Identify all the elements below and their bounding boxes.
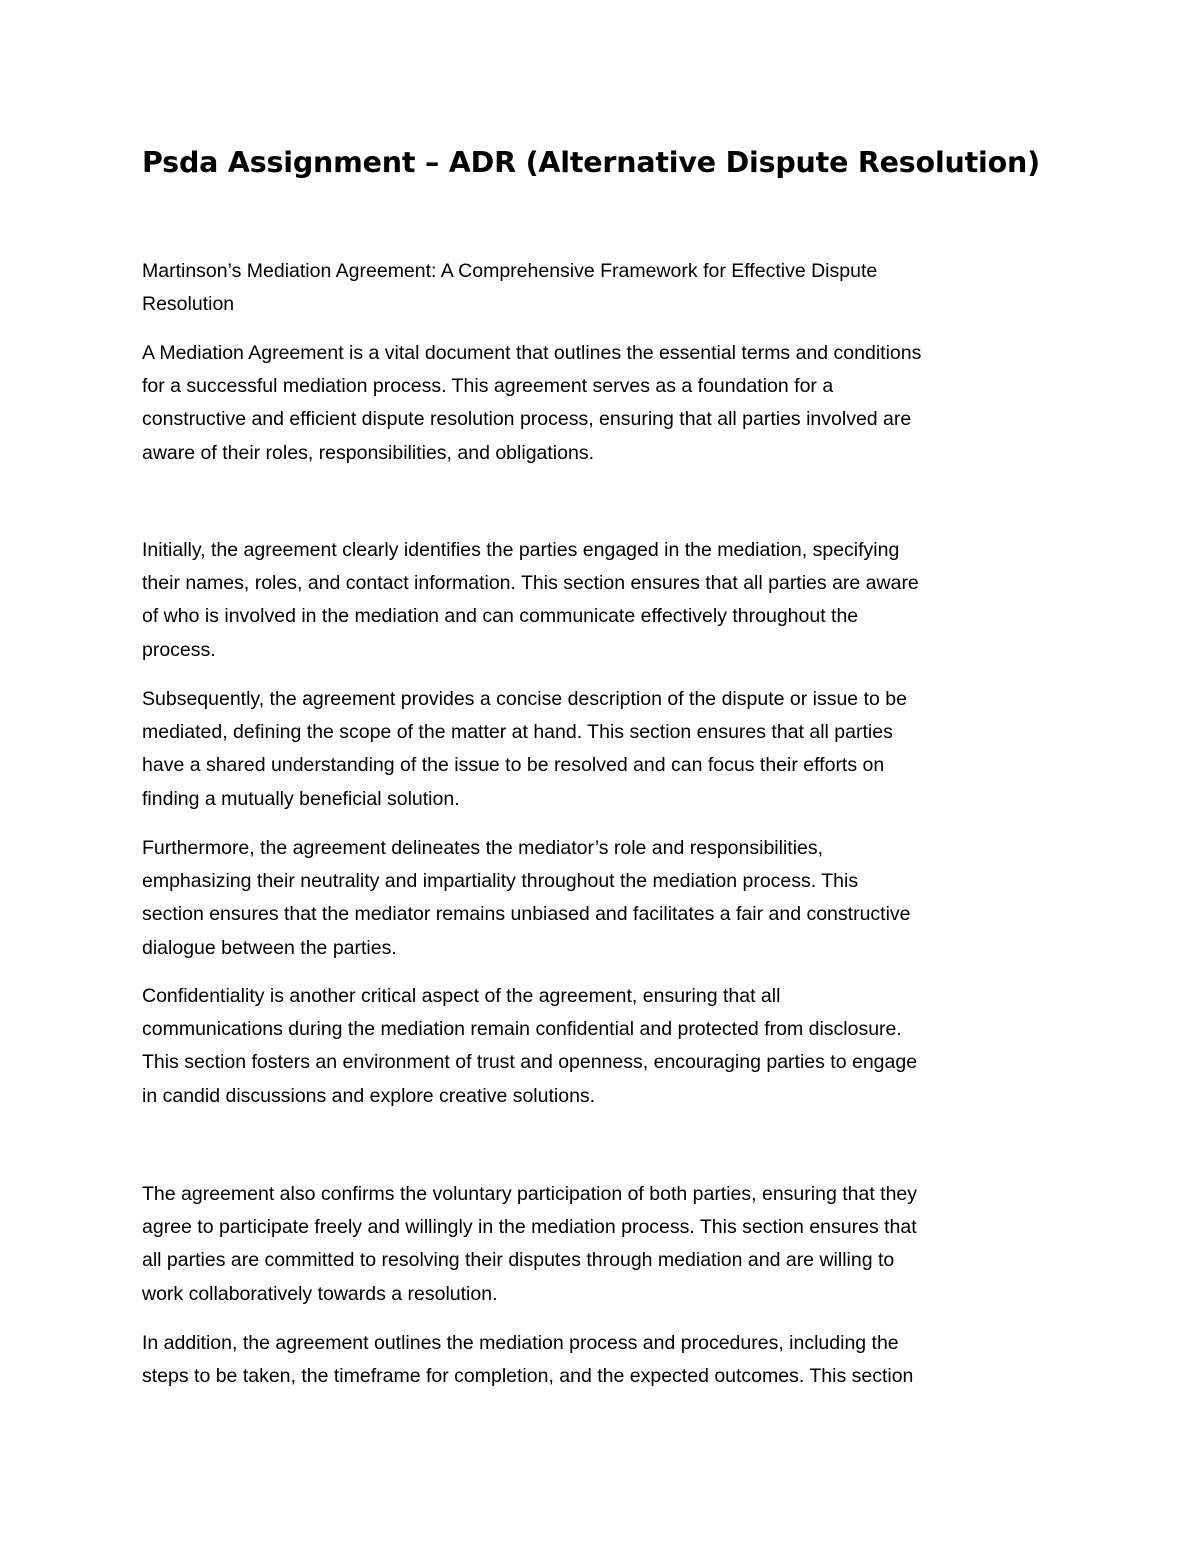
paragraph-line: have a shared understanding of the issue to be resolved and can focus their efforts on: [142, 754, 885, 777]
paragraph-line: of who is involved in the mediation and can communicate effectively throughout the: [142, 605, 859, 628]
paragraph-line: in candid discussions and explore creative solutions.: [142, 1084, 596, 1107]
paragraph-line: Initially, the agreement clearly identifies the parties engaged in the mediation, specifying: [142, 539, 900, 561]
paragraph-subtitle: [142, 255, 1072, 321]
paragraph-line: process.: [142, 638, 216, 661]
paragraph-line: The agreement also confirms the voluntary participation of both parties, ensuring that they: [142, 1183, 918, 1205]
paragraph-parties: [142, 534, 1072, 667]
paragraph-confidentiality: [142, 980, 1072, 1113]
paragraph-line: aware of their roles, responsibilities, and obligations.: [142, 441, 594, 464]
paragraph-line: In addition, the agreement outlines the mediation process and procedures, including the: [142, 1332, 899, 1354]
paragraph-line: mediated, defining the scope of the matter at hand. This section ensures that all parties: [142, 721, 893, 744]
paragraph-line: constructive and efficient dispute resolution process, ensuring that all parties involved are: [142, 408, 912, 431]
paragraph-line: Martinson’s Mediation Agreement: A Comprehensive Framework for Effective Dispute: [142, 260, 878, 282]
paragraph-line: work collaboratively towards a resolution.: [142, 1282, 498, 1305]
document-title: Psda Assignment – ADR (Alternative Dispute Resolution): [142, 146, 1040, 179]
paragraph-intro: [142, 337, 1072, 470]
paragraph-line: A Mediation Agreement is a vital document that outlines the essential terms and conditions: [142, 342, 922, 364]
paragraph-line: communications during the mediation remain confidential and protected from disclosure.: [142, 1018, 902, 1041]
paragraph-process: [142, 1327, 1072, 1393]
paragraph-line: This section fosters an environment of trust and openness, encouraging parties to engage: [142, 1051, 918, 1074]
paragraph-line: all parties are committed to resolving their disputes through mediation and are willing to: [142, 1249, 895, 1272]
paragraph-line: Resolution: [142, 293, 235, 316]
paragraph-line: Furthermore, the agreement delineates the mediator’s role and responsibilities,: [142, 837, 824, 859]
paragraph-line: emphasizing their neutrality and impartiality throughout the mediation process. This: [142, 870, 859, 893]
paragraph-line: their names, roles, and contact information. This section ensures that all parties are aware: [142, 572, 919, 595]
paragraph-line: finding a mutually beneficial solution.: [142, 787, 460, 810]
paragraph-line: steps to be taken, the timeframe for completion, and the expected outcomes. This section: [142, 1365, 914, 1388]
paragraph-line: for a successful mediation process. This agreement serves as a foundation for a: [142, 375, 834, 398]
paragraph-line: agree to participate freely and willingly in the mediation process. This section ensures that: [142, 1216, 917, 1239]
paragraph-mediator: [142, 832, 1072, 965]
paragraph-line: section ensures that the mediator remains unbiased and facilitates a fair and constructive: [142, 903, 911, 926]
paragraph-line: dialogue between the parties.: [142, 936, 397, 959]
paragraph-line: Subsequently, the agreement provides a concise description of the dispute or issue to be: [142, 688, 907, 710]
paragraph-voluntary: [142, 1178, 1072, 1311]
paragraph-dispute: [142, 683, 1072, 816]
paragraph-line: Confidentiality is another critical aspect of the agreement, ensuring that all: [142, 985, 781, 1007]
